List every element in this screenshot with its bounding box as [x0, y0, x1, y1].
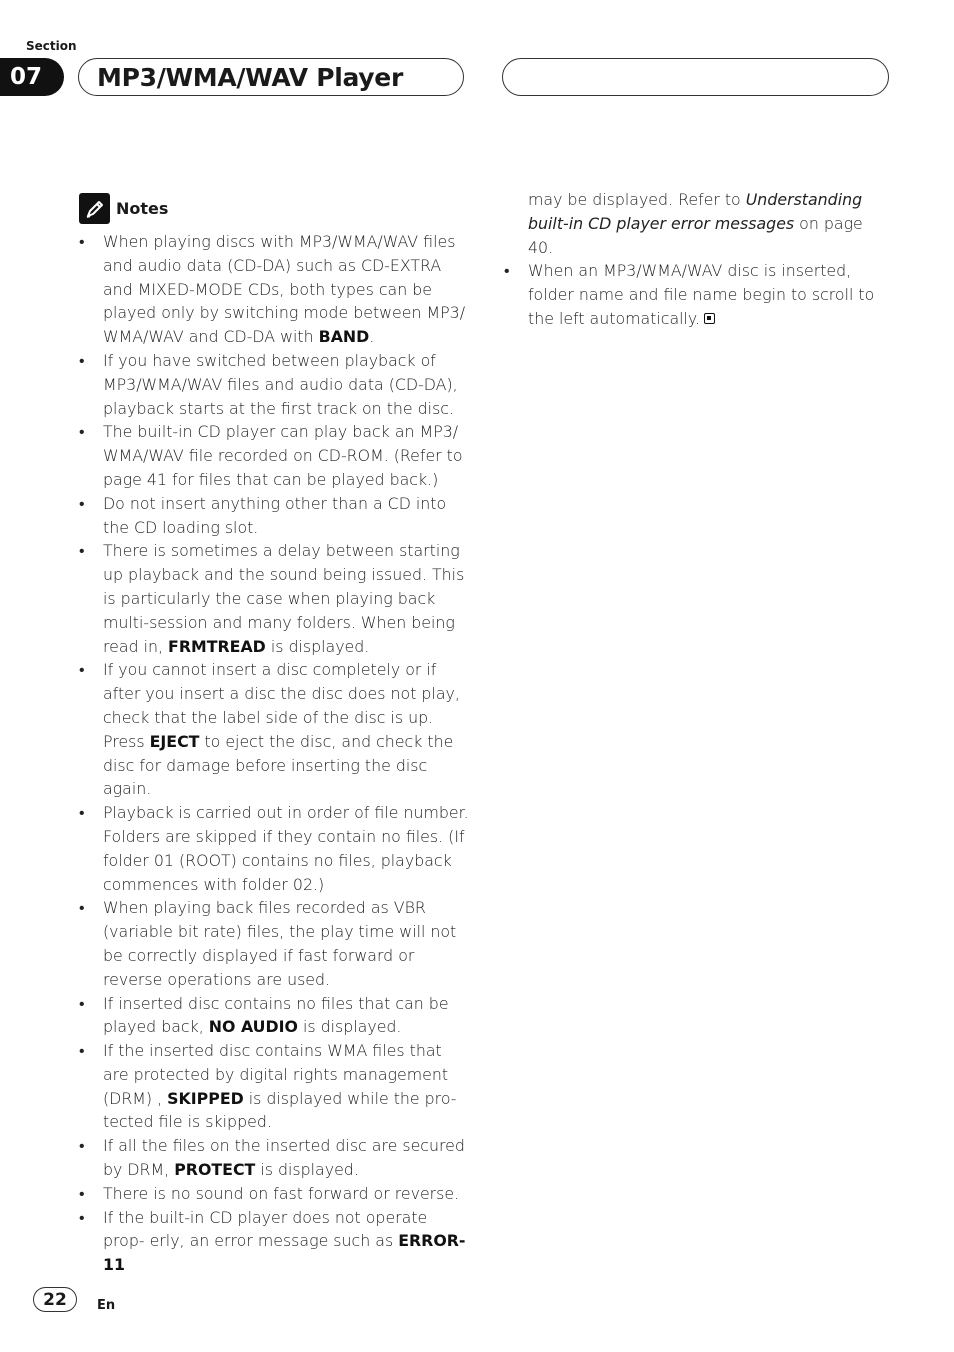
note-text: If inserted disc contains no files that can be played back,	[103, 993, 449, 1037]
list-item	[79, 658, 469, 801]
display-message: ERROR-11	[103, 1231, 466, 1275]
page-title: MP3/WMA/WAV Player	[78, 58, 464, 96]
note-text: Do not insert anything other than a CD into the CD loading slot.	[103, 493, 447, 537]
language-code: En	[97, 1298, 116, 1313]
display-message: FRMTREAD	[168, 636, 266, 656]
note-text: If the inserted disc contains WMA files that are protected by digital rights management (DRM) ,	[103, 1041, 449, 1108]
note-text: There is no sound on fast forward or reverse.	[103, 1183, 460, 1203]
list-item	[79, 230, 469, 349]
note-text: When playing discs with MP3/WMA/WAV files and audio data (CD-DA) such as CD-EXTRA and MIXED-MODE CDs, both types can be played only by switching mode between MP3/ WMA/WAV and CD-DA with	[103, 232, 466, 347]
continuation-reference: Understanding built-in CD player error messages	[528, 190, 863, 233]
list-item	[79, 1206, 469, 1277]
display-message: NO AUDIO	[208, 1017, 298, 1037]
list-item	[79, 420, 469, 491]
note-text: If all the files on the inserted disc are secured by DRM,	[103, 1136, 465, 1180]
display-message: BAND	[318, 327, 370, 347]
list-item	[79, 801, 469, 896]
note-text: If you have switched between playback of MP3/WMA/WAV files and audio data (CD-DA), playback starts at the first track on the disc.	[103, 350, 458, 418]
last-note-text: When an MP3/WMA/WAV disc is inserted, folder name and file name begin to scroll to the left automatically.	[528, 261, 875, 328]
notes-column-right	[504, 188, 886, 331]
notes-heading	[79, 193, 168, 224]
section-label: Section	[26, 39, 77, 53]
note-text: to eject the disc, and check the disc for damage before inserting the disc again.	[103, 731, 454, 799]
display-message: EJECT	[149, 731, 200, 751]
list-item	[79, 1039, 469, 1134]
page-number: 22	[33, 1287, 77, 1312]
list-item	[79, 992, 469, 1040]
note-text: is displayed.	[265, 636, 370, 656]
pencil-icon	[79, 193, 110, 224]
display-message: PROTECT	[174, 1160, 256, 1180]
subtitle-box	[502, 58, 889, 96]
display-message: SKIPPED	[167, 1088, 244, 1108]
notes-label: Notes	[116, 199, 169, 218]
section-number-badge: 07	[0, 58, 64, 96]
note-text: Playback is carried out in order of file number. Folders are skipped if they contain no files. (If folder 01 (ROOT) contains no files, playback commences with folder 02.)	[103, 803, 469, 894]
list-item	[79, 1182, 469, 1206]
note-text: When playing back files recorded as VBR (variable bit rate) files, the play time will not be correctly displayed if fast forward or reverse operations are used.	[103, 898, 457, 989]
note-text: There is sometimes a delay between starting up playback and the sound being issued. This is particularly the case when playing back multi-session and many folders. When being read in,	[103, 541, 465, 656]
list-item	[79, 1134, 469, 1182]
list-item	[79, 349, 469, 420]
note-text: The built-in CD player can play back an MP3/ WMA/WAV file recorded on CD-ROM. (Refer to page 41 for files that can be played back.)	[103, 422, 463, 489]
list-item	[79, 492, 469, 540]
continuation-after: on page 40.	[528, 213, 863, 257]
notes-list	[79, 230, 469, 1277]
note-text: is displayed while the pro- tected file is skipped.	[103, 1088, 457, 1132]
continuation-before: may be displayed. Refer to	[528, 190, 746, 209]
list-item	[504, 259, 886, 330]
note-continuation	[504, 188, 886, 259]
end-of-section-icon	[704, 313, 715, 324]
note-text: If the built-in CD player does not operate prop- erly, an error message such as	[103, 1207, 428, 1251]
note-text: .	[369, 327, 375, 347]
note-text: is displayed.	[255, 1160, 359, 1180]
note-text: is displayed.	[297, 1017, 402, 1037]
list-item	[79, 539, 469, 658]
notes-column-left	[79, 230, 469, 1277]
list-item	[79, 896, 469, 991]
note-text: If you cannot insert a disc completely or if after you insert a disc the disc does not play, check that the label side of the disc is up. Press	[103, 660, 460, 751]
